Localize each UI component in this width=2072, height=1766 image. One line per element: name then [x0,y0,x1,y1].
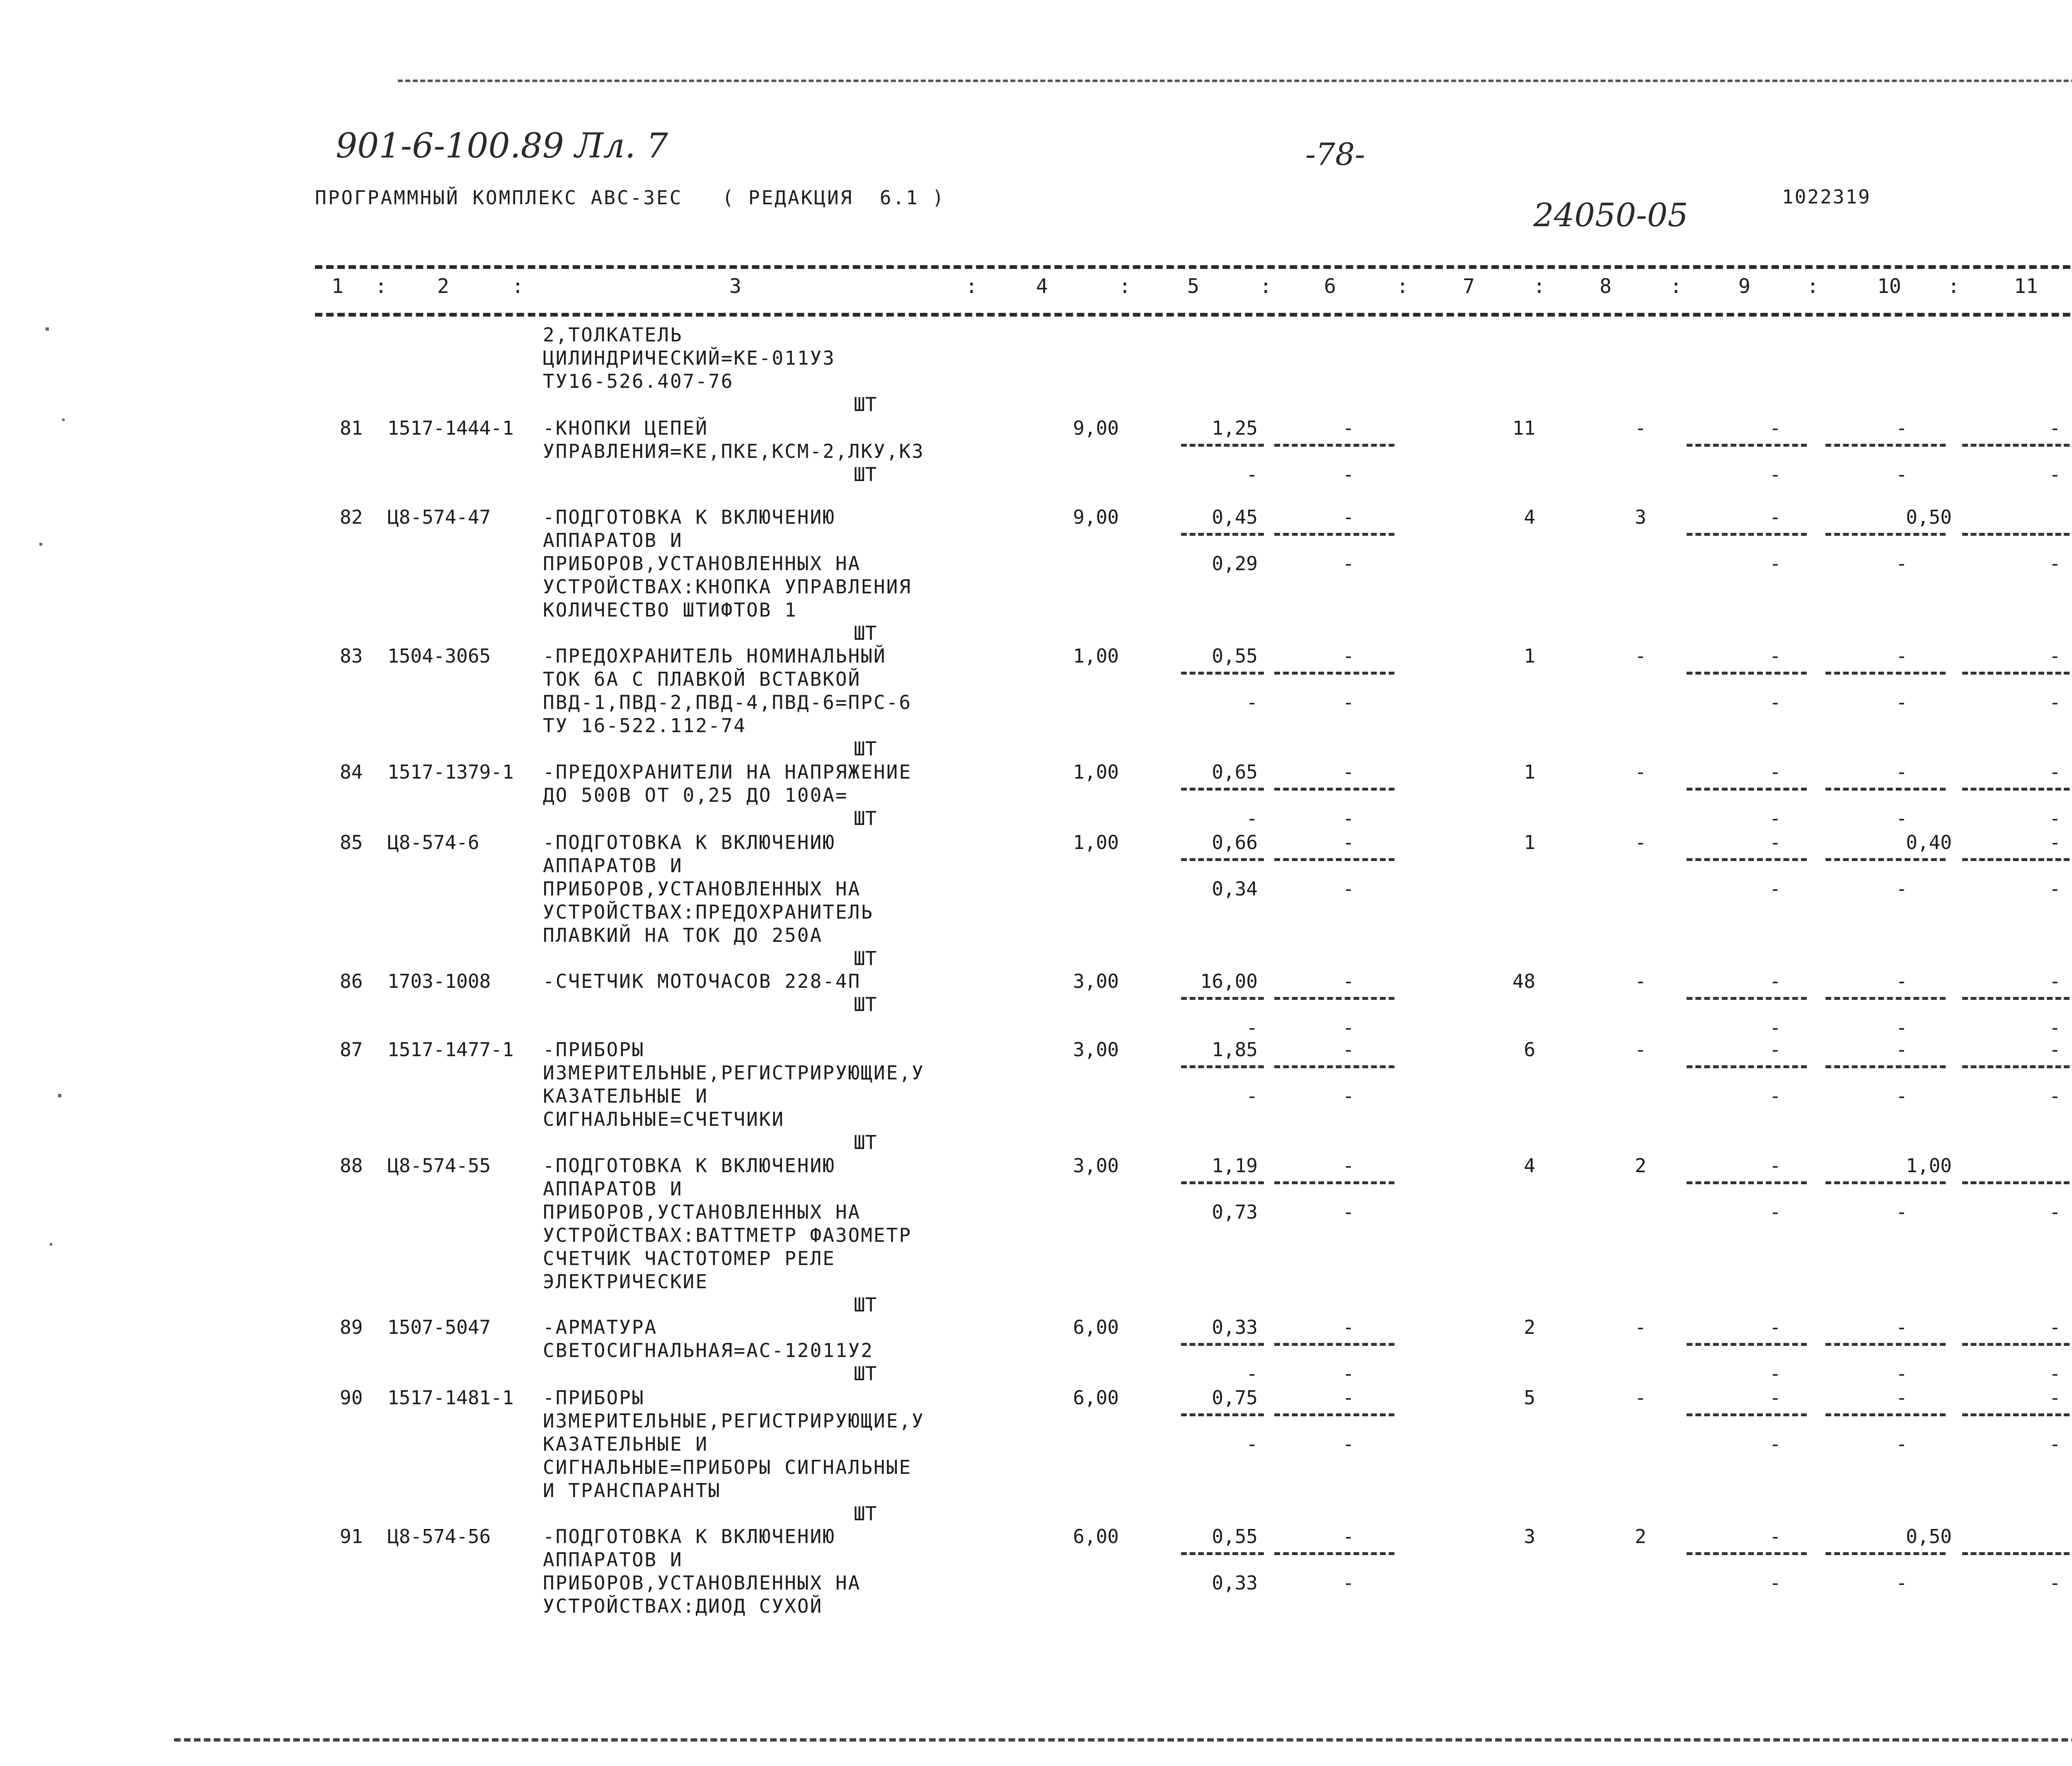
cell-underline [1274,1343,1394,1346]
row-number: 86 [340,970,363,992]
col7-value: 6 [1524,1038,1535,1061]
col11-second-dash: - [2049,1201,2061,1223]
program-title: ПРОГРАММНЫЙ КОМПЛЕКС АВС-3ЕС ( РЕДАКЦИЯ 6.1 ) [315,186,946,209]
cell-underline [1274,997,1394,1000]
cell-underline [1962,1413,2072,1416]
bottom-edge-dash [174,1738,2072,1742]
rate-code: 1507-5047 [387,1316,491,1338]
col5-second-value: - [1246,1085,1258,1107]
cell-underline [1962,1343,2072,1346]
col9-second-dash: - [1769,807,1781,830]
col9-value: - [1769,831,1781,854]
col5-value: 0,66 [1212,831,1258,854]
col11-second-dash: - [2049,1362,2061,1385]
cell-underline [1181,1552,1264,1555]
col9-second-dash: - [1769,691,1781,714]
cell-underline [1181,444,1264,447]
col9-second-dash: - [1769,1201,1781,1223]
unit-label: ШТ [854,622,877,644]
quantity: 1,00 [1073,761,1119,783]
col8-value: - [1635,1316,1646,1338]
col7-value: 4 [1524,506,1535,528]
cell-underline [1181,1065,1264,1068]
column-header-1: 1 [332,275,344,298]
col5-value: 0,55 [1212,645,1258,667]
row-number: 84 [340,761,363,783]
quantity: 3,00 [1073,1038,1119,1061]
col10-value: - [1896,761,1907,783]
col8-value: - [1635,645,1646,667]
rate-code: 1517-1481-1 [387,1386,514,1409]
col6-value: - [1343,1316,1354,1338]
column-separator: : [1807,275,1819,298]
work-description: -ПОДГОТОВКА К ВКЛЮЧЕНИЮ АППАРАТОВ И ПРИБОРОВ,УСТАНОВЛЕННЫХ НА УСТРОЙСТВАХ:ПРЕДОХРАНИТЕЛЬ ПЛАВКИЙ НА ТОК ДО 250А [543,831,874,946]
quantity: 1,00 [1073,831,1119,854]
col8-value: - [1635,1386,1646,1409]
col9-second-dash: - [1769,1085,1781,1107]
column-header-11: 11 [2014,275,2038,298]
col9-second-dash: - [1769,463,1781,486]
unit-label: ШТ [854,807,877,830]
col6-value: - [1343,831,1354,854]
col5-value: 1,19 [1212,1154,1258,1177]
col6-value: - [1343,1525,1354,1548]
scan-speck [50,1243,52,1246]
column-separator: : [512,275,524,298]
col7-value: 3 [1524,1525,1535,1548]
col7-value: 48 [1512,970,1535,992]
unit-label: ШТ [854,393,877,416]
col8-value: - [1635,970,1646,992]
cell-underline [1687,672,1807,675]
column-header-8: 8 [1600,275,1612,298]
column-separator: : [1670,275,1682,298]
col5-second-value: - [1246,1433,1258,1455]
col10-second-dash: - [1896,1085,1907,1107]
cell-underline [1687,997,1807,1000]
col9-value: - [1769,1038,1781,1061]
unit-label: ШТ [854,947,877,970]
cell-underline [1962,1181,2072,1184]
cell-underline [1181,1343,1264,1346]
col10-second-dash: - [1896,1433,1907,1455]
scan-speck [62,419,65,421]
col10-value: - [1896,1386,1907,1409]
col6-value: - [1343,970,1354,992]
cell-underline [1274,1065,1394,1068]
col11-value: - [2049,761,2061,783]
col11-value: - [2049,645,2061,667]
row-number: 82 [340,506,363,528]
work-description: -АРМАТУРА СВЕТОСИГНАЛЬНАЯ=АС-12011У2 [543,1316,874,1362]
column-separator: : [1119,275,1131,298]
rate-code: Ц8-574-47 [387,506,491,528]
col11-second-dash: - [2049,1016,2061,1039]
column-header-7: 7 [1463,275,1475,298]
work-description: -СЧЕТЧИК МОТОЧАСОВ 228-4П [543,970,861,992]
col9-second-dash: - [1769,1362,1781,1385]
cell-underline [1687,1343,1807,1346]
col9-second-dash: - [1769,1572,1781,1594]
col6-second-dash: - [1343,807,1354,830]
col10-second-dash: - [1896,1016,1907,1039]
row-number: 88 [340,1154,363,1177]
col10-second-dash: - [1896,807,1907,830]
col10-value: - [1896,1038,1907,1061]
col6-second-dash: - [1343,1572,1354,1594]
cell-underline [1181,1181,1264,1184]
cell-underline [1825,1181,1946,1184]
cell-underline [1962,997,2072,1000]
col11-second-dash: - [2049,807,2061,830]
cell-underline [1825,1065,1946,1068]
column-separator: : [1260,275,1272,298]
col6-value: - [1343,1154,1354,1177]
rate-code: Ц8-574-6 [387,831,479,854]
col7-value: 1 [1524,761,1535,783]
cell-underline [1962,444,2072,447]
col5-second-value: - [1246,691,1258,714]
table-header-rule [315,313,2072,317]
col10-value: 0,50 [1906,1525,1952,1548]
col11-second-dash: - [2049,691,2061,714]
col9-value: - [1769,1316,1781,1338]
col7-value: 5 [1524,1386,1535,1409]
cell-underline [1181,533,1264,536]
col6-second-dash: - [1343,1433,1354,1455]
col11-value: - [2049,1316,2061,1338]
col11-value: - [2049,831,2061,854]
col5-value: 0,55 [1212,1525,1258,1548]
cell-underline [1962,788,2072,791]
column-header-9: 9 [1738,275,1750,298]
col5-value: 1,85 [1212,1038,1258,1061]
col9-value: - [1769,506,1781,528]
column-separator: : [1533,275,1545,298]
col10-value: - [1896,417,1907,439]
cell-underline [1274,533,1394,536]
rate-code: 1517-1379-1 [387,761,514,783]
col6-second-dash: - [1343,1016,1354,1039]
col6-second-dash: - [1343,1201,1354,1223]
col8-value: 2 [1635,1154,1646,1177]
cell-underline [1687,533,1807,536]
col5-value: 1,25 [1212,417,1258,439]
col11-second-dash: - [2049,878,2061,900]
col6-second-dash: - [1343,1362,1354,1385]
cell-underline [1825,788,1946,791]
col5-second-value: 0,73 [1212,1201,1258,1223]
col6-value: - [1343,645,1354,667]
cell-underline [1825,672,1946,675]
column-separator: : [375,275,387,298]
col5-value: 0,65 [1212,761,1258,783]
col5-second-value: 0,33 [1212,1572,1258,1594]
col10-second-dash: - [1896,1201,1907,1223]
cell-underline [1687,788,1807,791]
page-number: -78- [1305,137,1365,172]
handwritten-code: 24050-05 [1533,197,1688,234]
col8-value: - [1635,761,1646,783]
document-number: 1022319 [1782,186,1871,208]
cell-underline [1962,672,2072,675]
row-number: 90 [340,1386,363,1409]
cell-underline [1274,444,1394,447]
col11-value: - [2049,1386,2061,1409]
work-description: 2,ТОЛКАТЕЛЬ ЦИЛИНДРИЧЕСКИЙ=КЕ-011У3 ТУ16-526.407-76 [543,324,835,392]
col9-value: - [1769,645,1781,667]
col10-value: - [1896,645,1907,667]
unit-label: ШТ [854,463,877,486]
column-separator: : [1397,275,1409,298]
unit-label: ШТ [854,1502,877,1525]
col6-value: - [1343,506,1354,528]
handwritten-reference: 901-6-100.89 Лл. 7 [336,126,668,166]
scan-speck [58,1094,61,1097]
col11-value: - [2049,1038,2061,1061]
scan-speck [46,327,49,331]
cell-underline [1181,858,1264,861]
cell-underline [1181,997,1264,1000]
col9-second-dash: - [1769,878,1781,900]
quantity: 9,00 [1073,417,1119,439]
quantity: 6,00 [1073,1386,1119,1409]
col11-second-dash: - [2049,1572,2061,1594]
col9-value: - [1769,761,1781,783]
cell-underline [1825,444,1946,447]
cell-underline [1962,1065,2072,1068]
cell-underline [1274,1181,1394,1184]
cell-underline [1274,672,1394,675]
col10-second-dash: - [1896,463,1907,486]
unit-label: ШТ [854,1131,877,1154]
cell-underline [1181,1413,1264,1416]
cell-underline [1962,1552,2072,1555]
cell-underline [1687,444,1807,447]
work-description: -ПРЕДОХРАНИТЕЛИ НА НАПРЯЖЕНИЕ ДО 500В ОТ 0,25 ДО 100А= [543,761,912,806]
unit-label: ШТ [854,993,877,1016]
cell-underline [1687,858,1807,861]
col7-value: 11 [1512,417,1535,439]
quantity: 3,00 [1073,1154,1119,1177]
col6-value: - [1343,417,1354,439]
col5-second-value: - [1246,807,1258,830]
col11-second-dash: - [2049,463,2061,486]
column-separator: : [966,275,978,298]
col9-value: - [1769,1525,1781,1548]
rate-code: 1703-1008 [387,970,491,992]
col7-value: 1 [1524,645,1535,667]
quantity: 6,00 [1073,1316,1119,1338]
col5-second-value: - [1246,463,1258,486]
col6-value: - [1343,1386,1354,1409]
row-number: 91 [340,1525,363,1548]
row-number: 89 [340,1316,363,1338]
work-description: -ПРИБОРЫ ИЗМЕРИТЕЛЬНЫЕ,РЕГИСТРИРУЮЩИЕ,У КАЗАТЕЛЬНЫЕ И СИГНАЛЬНЫЕ=ПРИБОРЫ СИГНАЛЬНЫЕ И ТРАНСПАРАНТЫ [543,1386,925,1502]
scan-speck [39,543,42,546]
col7-value: 1 [1524,831,1535,854]
rate-code: 1517-1477-1 [387,1038,514,1061]
cell-underline [1825,997,1946,1000]
col7-value: 2 [1524,1316,1535,1338]
row-number: 87 [340,1038,363,1061]
col5-value: 16,00 [1200,970,1258,992]
col10-value: 1,00 [1906,1154,1952,1177]
col10-second-dash: - [1896,1572,1907,1594]
work-description: -ПРИБОРЫ ИЗМЕРИТЕЛЬНЫЕ,РЕГИСТРИРУЮЩИЕ,У КАЗАТЕЛЬНЫЕ И СИГНАЛЬНЫЕ=СЧЕТЧИКИ [543,1038,925,1130]
col10-value: 0,40 [1906,831,1952,854]
quantity: 3,00 [1073,970,1119,992]
cell-underline [1825,858,1946,861]
work-description: -КНОПКИ ЦЕПЕЙ УПРАВЛЕНИЯ=КЕ,ПКЕ,КСМ-2,ЛКУ,К3 [543,417,925,462]
rate-code: 1504-3065 [387,645,491,667]
row-number: 81 [340,417,363,439]
col6-second-dash: - [1343,552,1354,575]
col6-value: - [1343,761,1354,783]
col11-value: - [2049,970,2061,992]
quantity: 6,00 [1073,1525,1119,1548]
col5-value: 0,45 [1212,506,1258,528]
col6-second-dash: - [1343,463,1354,486]
column-header-3: 3 [729,275,741,298]
quantity: 9,00 [1073,506,1119,528]
rate-code: Ц8-574-55 [387,1154,491,1177]
col10-value: - [1896,1316,1907,1338]
cell-underline [1825,1343,1946,1346]
unit-label: ШТ [854,738,877,760]
cell-underline [1825,533,1946,536]
col8-value: 2 [1635,1525,1646,1548]
cell-underline [1962,858,2072,861]
col9-value: - [1769,417,1781,439]
col8-value: - [1635,417,1646,439]
rate-code: 1517-1444-1 [387,417,514,439]
row-number: 85 [340,831,363,854]
rate-code: Ц8-574-56 [387,1525,491,1548]
quantity: 1,00 [1073,645,1119,667]
col10-second-dash: - [1896,552,1907,575]
col5-value: 0,75 [1212,1386,1258,1409]
col5-second-value: - [1246,1362,1258,1385]
work-description: -ПОДГОТОВКА К ВКЛЮЧЕНИЮ АППАРАТОВ И ПРИБОРОВ,УСТАНОВЛЕННЫХ НА УСТРОЙСТВАХ:ДИОД СУХОЙ [543,1525,861,1617]
col10-second-dash: - [1896,878,1907,900]
cell-underline [1825,1552,1946,1555]
column-header-6: 6 [1324,275,1336,298]
col10-value: 0,50 [1906,506,1952,528]
work-description: -ПОДГОТОВКА К ВКЛЮЧЕНИЮ АППАРАТОВ И ПРИБОРОВ,УСТАНОВЛЕННЫХ НА УСТРОЙСТВАХ:КНОПКА УПРАВЛЕНИЯ КОЛИЧЕСТВО ШТИФТОВ 1 [543,506,912,621]
col9-value: - [1769,1386,1781,1409]
cell-underline [1274,788,1394,791]
col9-second-dash: - [1769,1016,1781,1039]
col11-value: - [2049,417,2061,439]
col9-second-dash: - [1769,1433,1781,1455]
column-header-5: 5 [1187,275,1199,298]
work-description: -ПОДГОТОВКА К ВКЛЮЧЕНИЮ АППАРАТОВ И ПРИБОРОВ,УСТАНОВЛЕННЫХ НА УСТРОЙСТВАХ:ВАТТМЕТР ФАЗОМЕТР СЧЕТЧИК ЧАСТОТОМЕР РЕЛЕ ЭЛЕКТРИЧЕСКИЕ [543,1154,912,1293]
col10-second-dash: - [1896,1362,1907,1385]
cell-underline [1181,788,1264,791]
col9-value: - [1769,970,1781,992]
col5-second-value: 0,34 [1212,878,1258,900]
col9-value: - [1769,1154,1781,1177]
col5-second-value: - [1246,1016,1258,1039]
col8-value: - [1635,831,1646,854]
unit-label: ШТ [854,1294,877,1316]
column-header-4: 4 [1036,275,1048,298]
table-top-rule [315,265,2072,269]
column-header-10: 10 [1877,275,1901,298]
col5-second-value: 0,29 [1212,552,1258,575]
column-header-2: 2 [437,275,449,298]
unit-label: ШТ [854,1362,877,1385]
col7-value: 4 [1524,1154,1535,1177]
top-edge-dash [398,80,2072,82]
cell-underline [1687,1552,1807,1555]
cell-underline [1181,672,1264,675]
cell-underline [1687,1065,1807,1068]
row-number: 83 [340,645,363,667]
cell-underline [1687,1413,1807,1416]
work-description: -ПРЕДОХРАНИТЕЛЬ НОМИНАЛЬНЫЙ ТОК 6А С ПЛАВКОЙ ВСТАВКОЙ ПВД-1,ПВД-2,ПВД-4,ПВД-6=ПРС-6 ТУ 16-522.112-74 [543,645,912,737]
col6-value: - [1343,1038,1354,1061]
cell-underline [1962,533,2072,536]
col6-second-dash: - [1343,1085,1354,1107]
cell-underline [1274,1413,1394,1416]
col6-second-dash: - [1343,878,1354,900]
col9-second-dash: - [1769,552,1781,575]
col6-second-dash: - [1343,691,1354,714]
col11-second-dash: - [2049,1433,2061,1455]
col8-value: 3 [1635,506,1646,528]
col11-second-dash: - [2049,552,2061,575]
col10-second-dash: - [1896,691,1907,714]
col5-value: 0,33 [1212,1316,1258,1338]
cell-underline [1687,1181,1807,1184]
cell-underline [1825,1413,1946,1416]
cell-underline [1274,1552,1394,1555]
col10-value: - [1896,970,1907,992]
cell-underline [1274,858,1394,861]
column-separator: : [1948,275,1960,298]
col11-second-dash: - [2049,1085,2061,1107]
col8-value: - [1635,1038,1646,1061]
